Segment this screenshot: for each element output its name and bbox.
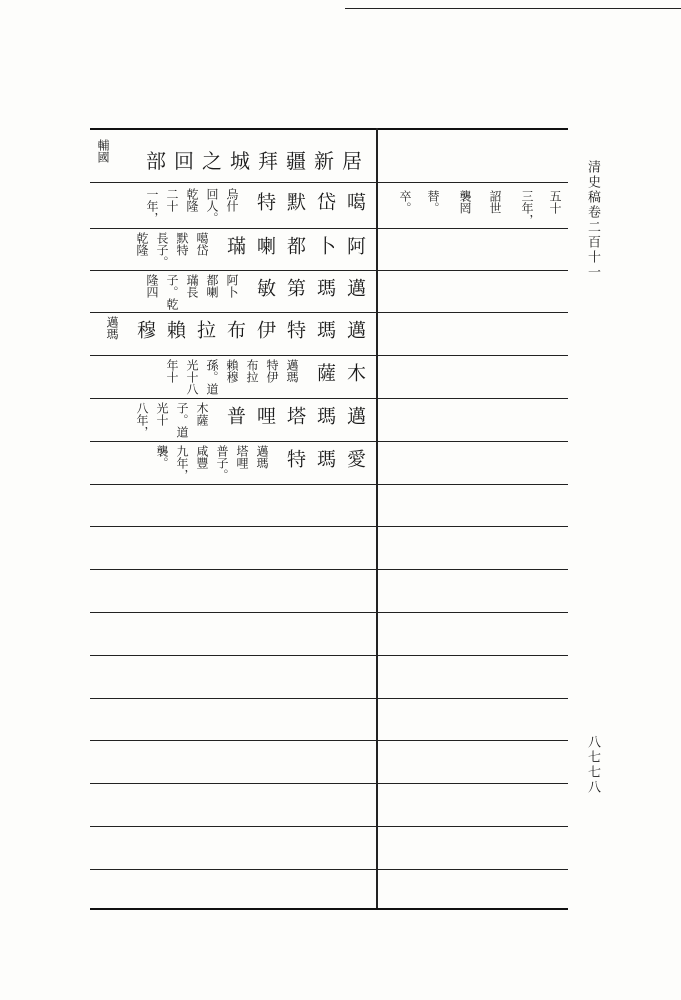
entry-note-column: 邁瑪 — [285, 359, 299, 383]
entry-name-char: 布 — [224, 320, 246, 339]
row-line — [90, 270, 568, 271]
right-note-5: 替。 — [426, 190, 440, 214]
row-line — [90, 484, 568, 485]
entry-note-column: 乾隆 — [135, 232, 149, 256]
entry-note-column: 長子。 — [155, 232, 169, 268]
entry-name-char: 默 — [284, 192, 306, 211]
entry-name-char: 拉 — [194, 320, 216, 339]
entry-note-column: 孫。道 — [205, 359, 219, 395]
entry-name-char: 哩 — [254, 406, 276, 425]
table-top-border — [90, 128, 568, 130]
entry-name-char: 阿 — [344, 236, 366, 255]
header-note: 輔國 — [96, 139, 110, 163]
entry-name-char: 邁 — [344, 406, 366, 425]
row-line — [90, 655, 568, 656]
entry-name-char: 愛 — [344, 449, 366, 468]
header-label-text: 居新疆拜城之回部 — [146, 149, 370, 173]
entry-note-column: 布拉 — [245, 359, 259, 383]
column-divider — [376, 128, 378, 908]
entry-name-char: 卜 — [314, 236, 336, 255]
entry-note-column: 光十 — [155, 402, 169, 426]
entry-name-char: 賴 — [164, 320, 186, 339]
entry-note-column: 八年， — [135, 402, 149, 438]
entry-name-char: 敏 — [254, 278, 276, 297]
entry-name-char: 喇 — [254, 236, 276, 255]
running-title: 清史稿卷二百十一 — [585, 160, 600, 280]
entry-note-column: 隆四 — [145, 274, 159, 298]
row-line — [90, 612, 568, 613]
entry-note-column: 回人。 — [205, 188, 219, 224]
entry-note-column: 咸豐 — [195, 445, 209, 469]
header-label — [120, 145, 370, 174]
entry-note-column: 都喇 — [205, 274, 219, 298]
row-line — [90, 355, 568, 356]
entry-name-char: 瑪 — [314, 406, 336, 425]
entry-note-column: 默特 — [175, 232, 189, 256]
entry-name-char: 普 — [224, 406, 246, 425]
table-bottom-border — [90, 908, 568, 910]
entry-note-column: 璊長 — [185, 274, 199, 298]
row-line — [90, 826, 568, 827]
entry-name-char: 穆 — [134, 320, 156, 339]
page-number: 八七七八 — [585, 735, 600, 795]
row-line — [90, 182, 568, 183]
entry-note-column: 九年， — [175, 445, 189, 481]
row-line — [90, 698, 568, 699]
row-line — [90, 569, 568, 570]
right-note-4: 襲罔 — [458, 190, 472, 214]
right-note-6: 卒。 — [398, 190, 412, 214]
entry-note-column: 襲。 — [155, 445, 169, 469]
entry-name-char: 瑪 — [314, 449, 336, 468]
entry-note-column: 木薩 — [195, 402, 209, 426]
row-line — [90, 869, 568, 870]
entry-name-char: 薩 — [314, 363, 336, 382]
entry-note-column: 普子。 — [215, 445, 229, 481]
entry-note-column: 邁瑪 — [255, 445, 269, 469]
entry-note-column: 邁瑪 — [105, 316, 119, 340]
row-line — [90, 228, 568, 229]
entry-note-column: 乾隆 — [185, 188, 199, 212]
entry-note-column: 二十 — [165, 188, 179, 212]
entry-name-char: 邁 — [344, 320, 366, 339]
entry-name-char: 都 — [284, 236, 306, 255]
entry-name-char: 瑪 — [314, 320, 336, 339]
row-line — [90, 526, 568, 527]
entry-name-char: 木 — [344, 363, 366, 382]
row-line — [90, 312, 568, 313]
entry-note-column: 賴穆 — [225, 359, 239, 383]
entry-note-column: 光十八 — [185, 359, 199, 395]
entry-name-char: 特 — [284, 320, 306, 339]
entry-name-char: 邁 — [344, 278, 366, 297]
entry-note-column: 子。道 — [175, 402, 189, 438]
entry-name-char: 特 — [254, 192, 276, 211]
row-line — [90, 783, 568, 784]
entry-name-char: 第 — [284, 278, 306, 297]
entry-note-column: 阿卜 — [225, 274, 239, 298]
entry-name-char: 伊 — [254, 320, 276, 339]
entry-note-column: 烏什 — [225, 188, 239, 212]
row-line — [90, 740, 568, 741]
right-note-2: 三年， — [520, 190, 534, 226]
entry-name-char: 瑪 — [314, 278, 336, 297]
entry-note-column: 年十 — [165, 359, 179, 383]
entry-name-char: 岱 — [314, 192, 336, 211]
entry-name-char: 特 — [284, 449, 306, 468]
entry-note-column: 噶岱 — [195, 232, 209, 256]
entry-note-column: 特伊 — [265, 359, 279, 383]
right-note-1: 五十 — [548, 190, 562, 214]
entry-name-char: 璊 — [224, 236, 246, 255]
row-line — [90, 398, 568, 399]
entry-note-column: 子。乾 — [165, 274, 179, 310]
top-rule — [345, 8, 681, 9]
entry-name-char: 塔 — [284, 406, 306, 425]
entry-note-column: 一年， — [145, 188, 159, 224]
entry-note-column: 塔哩 — [235, 445, 249, 469]
entry-name-char: 噶 — [344, 192, 366, 211]
right-note-3: 詔世 — [488, 190, 502, 214]
row-line — [90, 441, 568, 442]
